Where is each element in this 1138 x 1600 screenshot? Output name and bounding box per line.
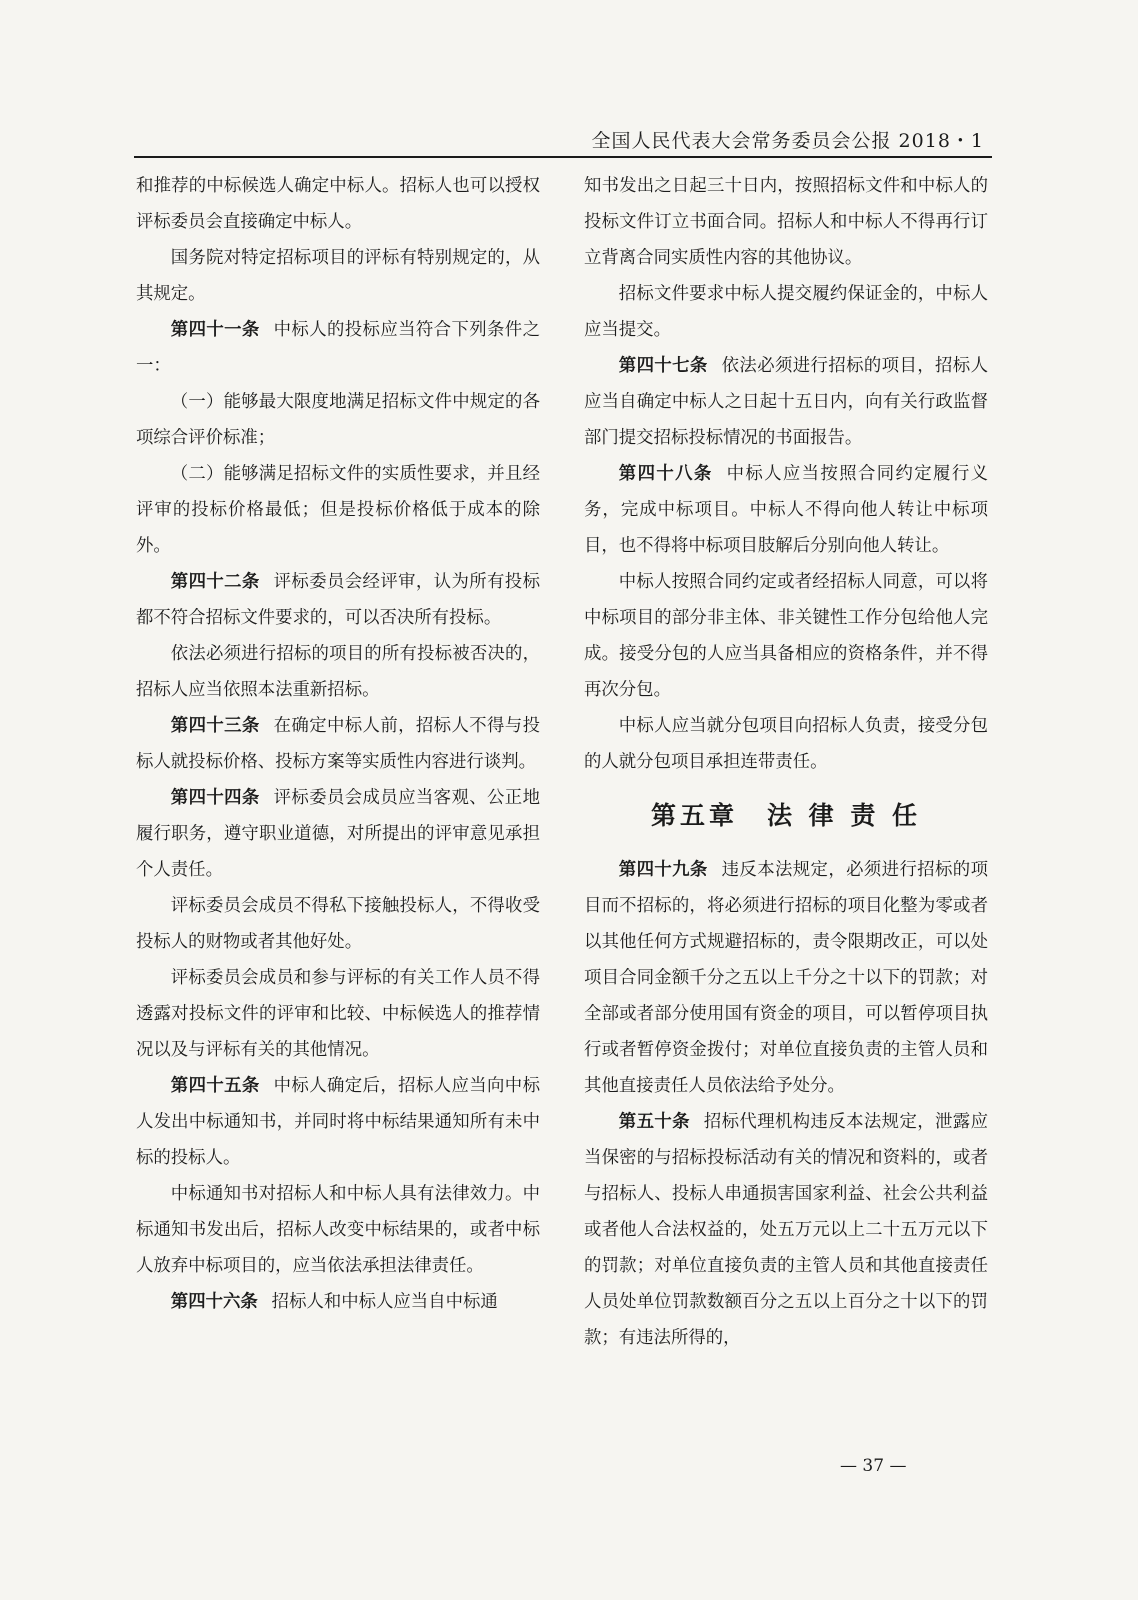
chapter-heading: 第五章 法 律 责 任 bbox=[650, 801, 922, 830]
paragraph: 国务院对特定招标项目的评标有特别规定的，从其规定。 bbox=[136, 248, 540, 304]
article-label: 第四十一条 bbox=[170, 320, 260, 340]
article-text: 违反本法规定，必须进行招标的项目而不招标的，将必须进行招标的项目化整为零或者以其他任何方式规避招标的，责令限期改正，可以处项目合同金额千分之五以上千分之十以下的罚款；对全部或者部分使用国有资金的项目，可以暂停项目执行或者暂停资金拨付；对单位直接负责的主管人员和其他直接责任人员依法给予处分。 bbox=[584, 860, 988, 1096]
article-45 bbox=[136, 1068, 540, 1176]
article-46 bbox=[136, 1284, 540, 1320]
article-label: 第四十八条 bbox=[618, 464, 713, 484]
page-number: — 37 — bbox=[840, 1456, 907, 1476]
article-text: 在确定中标人前，招标人不得与投标人就投标价格、投标方案等实质性内容进行谈判。 bbox=[136, 716, 540, 772]
article-text: 评标委员会经评审，认为所有投标都不符合招标文件要求的，可以否决所有投标。 bbox=[136, 572, 540, 628]
paragraph: 招标文件要求中标人提交履约保证金的，中标人应当提交。 bbox=[584, 284, 988, 340]
paragraph: 和推荐的中标候选人确定中标人。招标人也可以授权评标委员会直接确定中标人。 bbox=[136, 176, 540, 232]
article-42 bbox=[136, 564, 540, 636]
paragraph: 评标委员会成员和参与评标的有关工作人员不得透露对投标文件的评审和比较、中标候选人的推荐情况以及与评标有关的其他情况。 bbox=[136, 968, 540, 1060]
list-item: （一）能够最大限度地满足招标文件中规定的各项综合评价标准； bbox=[136, 392, 540, 448]
article-text: 评标委员会成员应当客观、公正地履行职务，遵守职业道德，对所提出的评审意见承担个人责任。 bbox=[136, 788, 540, 880]
paragraph: 中标人按照合同约定或者经招标人同意，可以将中标项目的部分非主体、非关键性工作分包给他人完成。接受分包的人应当具备相应的资格条件，并不得再次分包。 bbox=[584, 572, 988, 700]
article-label: 第四十六条 bbox=[170, 1292, 258, 1312]
left-column bbox=[136, 168, 540, 1320]
paragraph: 中标通知书对招标人和中标人具有法律效力。中标通知书发出后，招标人改变中标结果的，或者中标人放弃中标项目的，应当依法承担法律责任。 bbox=[136, 1184, 540, 1276]
article-50 bbox=[584, 1104, 988, 1356]
article-label: 第五十条 bbox=[618, 1112, 690, 1132]
article-label: 第四十五条 bbox=[170, 1076, 260, 1096]
article-text: 中标人确定后，招标人应当向中标人发出中标通知书，并同时将中标结果通知所有未中标的投标人。 bbox=[136, 1076, 540, 1168]
article-label: 第四十二条 bbox=[170, 572, 260, 592]
article-47 bbox=[584, 348, 988, 456]
article-label: 第四十七条 bbox=[618, 356, 708, 376]
article-text: 依法必须进行招标的项目，招标人应当自确定中标人之日起十五日内，向有关行政监督部门提交招标投标情况的书面报告。 bbox=[584, 356, 988, 448]
paragraph: 依法必须进行招标的项目的所有投标被否决的，招标人应当依照本法重新招标。 bbox=[136, 644, 540, 700]
article-41 bbox=[136, 312, 540, 384]
paragraph: 中标人应当就分包项目向招标人负责，接受分包的人就分包项目承担连带责任。 bbox=[584, 716, 988, 772]
article-text: 中标人应当按照合同约定履行义务，完成中标项目。中标人不得向他人转让中标项目，也不得将中标项目肢解后分别向他人转让。 bbox=[584, 464, 988, 556]
article-43 bbox=[136, 708, 540, 780]
paragraph: 知书发出之日起三十日内，按照招标文件和中标人的投标文件订立书面合同。招标人和中标人不得再行订立背离合同实质性内容的其他协议。 bbox=[584, 176, 988, 268]
page-header bbox=[134, 126, 992, 158]
article-label: 第四十三条 bbox=[170, 716, 260, 736]
article-label: 第四十九条 bbox=[618, 860, 708, 880]
right-column bbox=[584, 168, 988, 1356]
article-49 bbox=[584, 852, 988, 1104]
article-text: 招标代理机构违反本法规定，泄露应当保密的与招标投标活动有关的情况和资料的，或者与招标人、投标人串通损害国家利益、社会公共利益或者他人合法权益的，处五万元以上二十五万元以下的罚款；对单位直接负责的主管人员和其他直接责任人员处单位罚款数额百分之五以上百分之十以下的罚款；有违法所得的， bbox=[584, 1112, 988, 1348]
list-item: （二）能够满足招标文件的实质性要求，并且经评审的投标价格最低；但是投标价格低于成本的除外。 bbox=[136, 464, 540, 556]
article-44 bbox=[136, 780, 540, 888]
article-48 bbox=[584, 456, 988, 564]
article-text: 招标人和中标人应当自中标通 bbox=[271, 1292, 498, 1312]
article-text: 中标人的投标应当符合下列条件之一： bbox=[136, 320, 540, 376]
paragraph: 评标委员会成员不得私下接触投标人，不得收受投标人的财物或者其他好处。 bbox=[136, 896, 540, 952]
journal-title: 全国人民代表大会常务委员会公报 2018・1 bbox=[591, 130, 984, 152]
article-label: 第四十四条 bbox=[170, 788, 260, 808]
